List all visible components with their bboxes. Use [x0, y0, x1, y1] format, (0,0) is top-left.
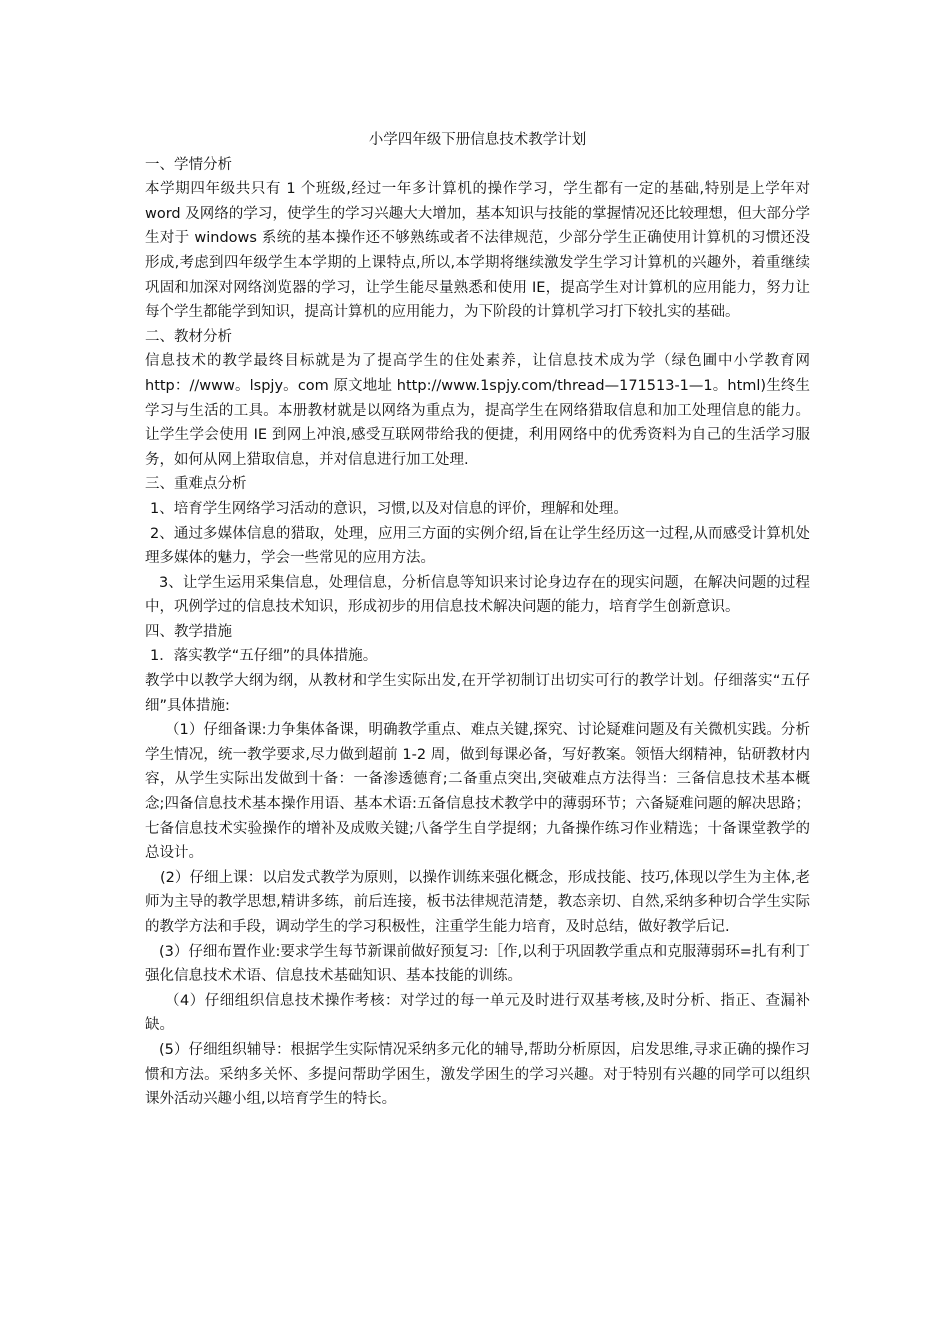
document-title: 小学四年级下册信息技术教学计划: [368, 132, 587, 148]
paragraph-key-point-2: 2、通过多媒体信息的猎取，处理，应用三方面的实例介绍,旨在让学生经历这一过程,从而感受计算机处理多媒体的魅力，学会一些常见的应用方法。: [145, 525, 810, 567]
paragraph-measure-5: (5）仔细组织辅导：根据学生实际情况采纳多元化的辅导,帮助分析原因，启发思维,寻求正确的操作习惯和方法。采纳多关怀、多提问帮助学困生，激发学困生的学习兴趣。对于特别有兴趣的同学可以组织课外活动兴趣小组,以培育学生的特长。: [145, 1041, 810, 1108]
paragraph-measure-4: （4）仔细组织信息技术操作考核：对学过的每一单元及时进行双基考核,及时分析、指正、查漏补缺。: [145, 992, 810, 1034]
section-heading-teaching-measures: 四、教学措施: [145, 623, 232, 640]
section-heading-key-points: 三、重难点分析: [145, 476, 247, 493]
paragraph-key-point-1: 1、培育学生网络学习活动的意识，习惯,以及对信息的评价，理解和处理。: [150, 500, 628, 517]
paragraph-measures-overview: 教学中以教学大纲为纲，从教材和学生实际出发,在开学初制订出切实可行的教学计划。仔细落实“五仔细”具体措施:: [145, 673, 810, 714]
paragraph-measure-2: (2）仔细上课：以启发式教学为原则，以操作训练来强化概念，形成技能、技巧,体现以学生为主体,老师为主导的教学思想,精讲多练，前后连接，板书法律规范清楚，教态亲切、自然,采纳多种切合学生实际的教学方法和手段，调动学生的学习积极性，注重学生能力培育，及时总结，做好教学后记.: [145, 869, 810, 935]
paragraph-measures-intro: 1．落实教学“五仔细”的具体措施。: [150, 648, 378, 665]
section-heading-student-analysis: 一、学情分析: [145, 156, 232, 173]
section-heading-textbook-analysis: 二、教材分析: [145, 328, 232, 345]
paragraph-measure-3: (3）仔细布置作业:要求学生每节新课前做好预复习:［作,以利于巩固教学重点和克服薄弱环=扎有利丁强化信息技术术语、信息技术基础知识、基本技能的训练。: [145, 943, 810, 985]
paragraph-key-point-3: 3、让学生运用采集信息，处理信息，分析信息等知识来讨论身边存在的现实问题，在解决问题的过程中，巩例学过的信息技术知识，形成初步的用信息技术解决问题的能力，培育学生创新意识。: [145, 574, 810, 616]
paragraph-measure-1: （1）仔细备课:力争集体备课，明确教学重点、难点关键,探究、讨论疑难问题及有关微机实践。分析学生情况，统一教学要求,尽力做到超前 1-2 周，做到每课必备，写好教案。领悟大纲精神，钻研教材内容，从学生实际出发做到十备：一备渗透德育;二备重点突出,突破难点方法得当：三备信息技术基本概念;四备信息技术基本操作用语、基本术语:五备信息技术教学中的薄弱环节；六备疑难问题的解决思路；七备信息技术实验操作的增补及成败关键;八备学生自学提纲；九备操作练习作业精选；十备课堂教学的总设计。: [145, 722, 810, 862]
document-page: [145, 128, 810, 1112]
paragraph-student-analysis: 本学期四年级共只有 1 个班级,经过一年多计算机的操作学习，学生都有一定的基础,特别是上学年对 word 及网络的学习，使学生的学习兴趣大大增加，基本知识与技能的掌握情况还比较理想，但大部分学生对于 windows 系统的基本操作还不够熟练或者不法律规范，少部分学生正确使用计算机的习惯还没形成,考虑到四年级学生本学期的上课特点,所以,本学期将继续激发学生学习计算机的兴趣外，着重继续巩固和加深对网络浏览器的学习，让学生能尽量熟悉和使用 IE，提高学生对计算机的应用能力，努力让每个学生都能学到知识，提高计算机的应用能力，为下阶段的计算机学习打下较扎实的基础。: [145, 181, 810, 321]
paragraph-textbook-analysis: 信息技术的教学最终目标就是为了提高学生的住处素养，让信息技术成为学（绿色圃中小学教育网 http：//www。lspjy。com 原文地址 http://www.1spjy.com/thread—171513-1—1。html)生终生学习与生活的工具。本册教材就是以网络为重点为，提高学生在网络猎取信息和加工处理信息的能力。让学生学会使用 IE 到网上冲浪,感受互联网带给我的便捷，利用网络中的优秀资料为自己的生活学习服务，如何从网上猎取信息，并对信息进行加工处理.: [145, 353, 810, 468]
